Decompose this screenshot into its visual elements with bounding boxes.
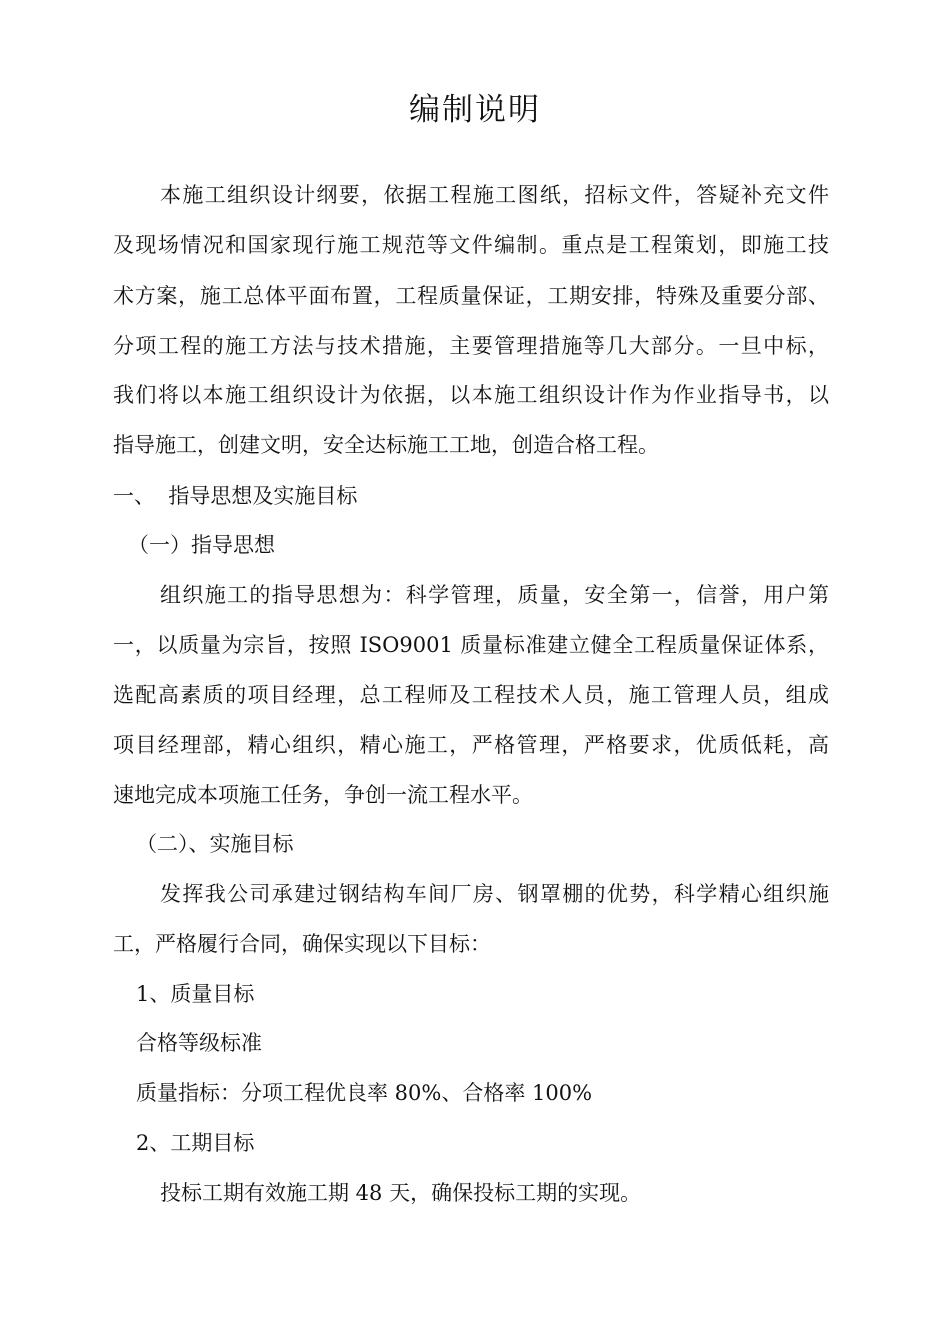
quality-index: 质量指标：分项工程优良率 80%、合格率 100% (136, 1081, 593, 1105)
intro-line-1: 本施工组织设计纲要，依据工程施工图纸，招标文件，答疑补充文件 (160, 183, 829, 207)
intro-line-3: 术方案，施工总体平面布置，工程质量保证，工期安排，特殊及重要分部、 (113, 284, 829, 308)
intro-line-6: 指导施工，创建文明，安全达标施工工地，创造合格工程。 (113, 433, 659, 457)
document-title: 编制说明 (409, 92, 541, 128)
guiding-line-4: 项目经理部，精心组织，精心施工，严格管理，严格要求，优质低耗，高 (113, 733, 829, 757)
subsection-heading-goals: （二）、实施目标 (136, 832, 294, 856)
schedule-heading: 2、工期目标 (136, 1131, 255, 1155)
subsection-heading-guiding: （一）指导思想 (128, 533, 275, 557)
quality-heading: 1、质量目标 (136, 982, 255, 1006)
guiding-line-3: 选配高素质的项目经理，总工程师及工程技术人员，施工管理人员，组成 (113, 683, 829, 707)
intro-line-2: 及现场情况和国家现行施工规范等文件编制。重点是工程策划，即施工技 (113, 233, 829, 257)
schedule-text: 投标工期有效施工期 48 天，确保投标工期的实现。 (160, 1181, 642, 1205)
guiding-line-1: 组织施工的指导思想为：科学管理，质量，安全第一，信誉，用户第 (160, 583, 829, 607)
intro-line-4: 分项工程的施工方法与技术措施，主要管理措施等几大部分。一旦中标， (113, 334, 829, 358)
intro-line-5: 我们将以本施工组织设计为依据，以本施工组织设计作为作业指导书，以 (113, 383, 829, 407)
guiding-line-2: 一，以质量为宗旨，按照 ISO9001 质量标准建立健全工程质量保证体系， (113, 633, 829, 657)
goals-line-1: 发挥我公司承建过钢结构车间厂房、钢罩棚的优势，科学精心组织施 (160, 882, 829, 906)
guiding-line-5: 速地完成本项施工任务，争创一流工程水平。 (113, 783, 533, 807)
section-heading-1: 一、 指导思想及实施目标 (113, 484, 358, 508)
goals-line-2: 工，严格履行合同，确保实现以下目标： (113, 932, 491, 956)
quality-standard: 合格等级标准 (136, 1031, 262, 1055)
